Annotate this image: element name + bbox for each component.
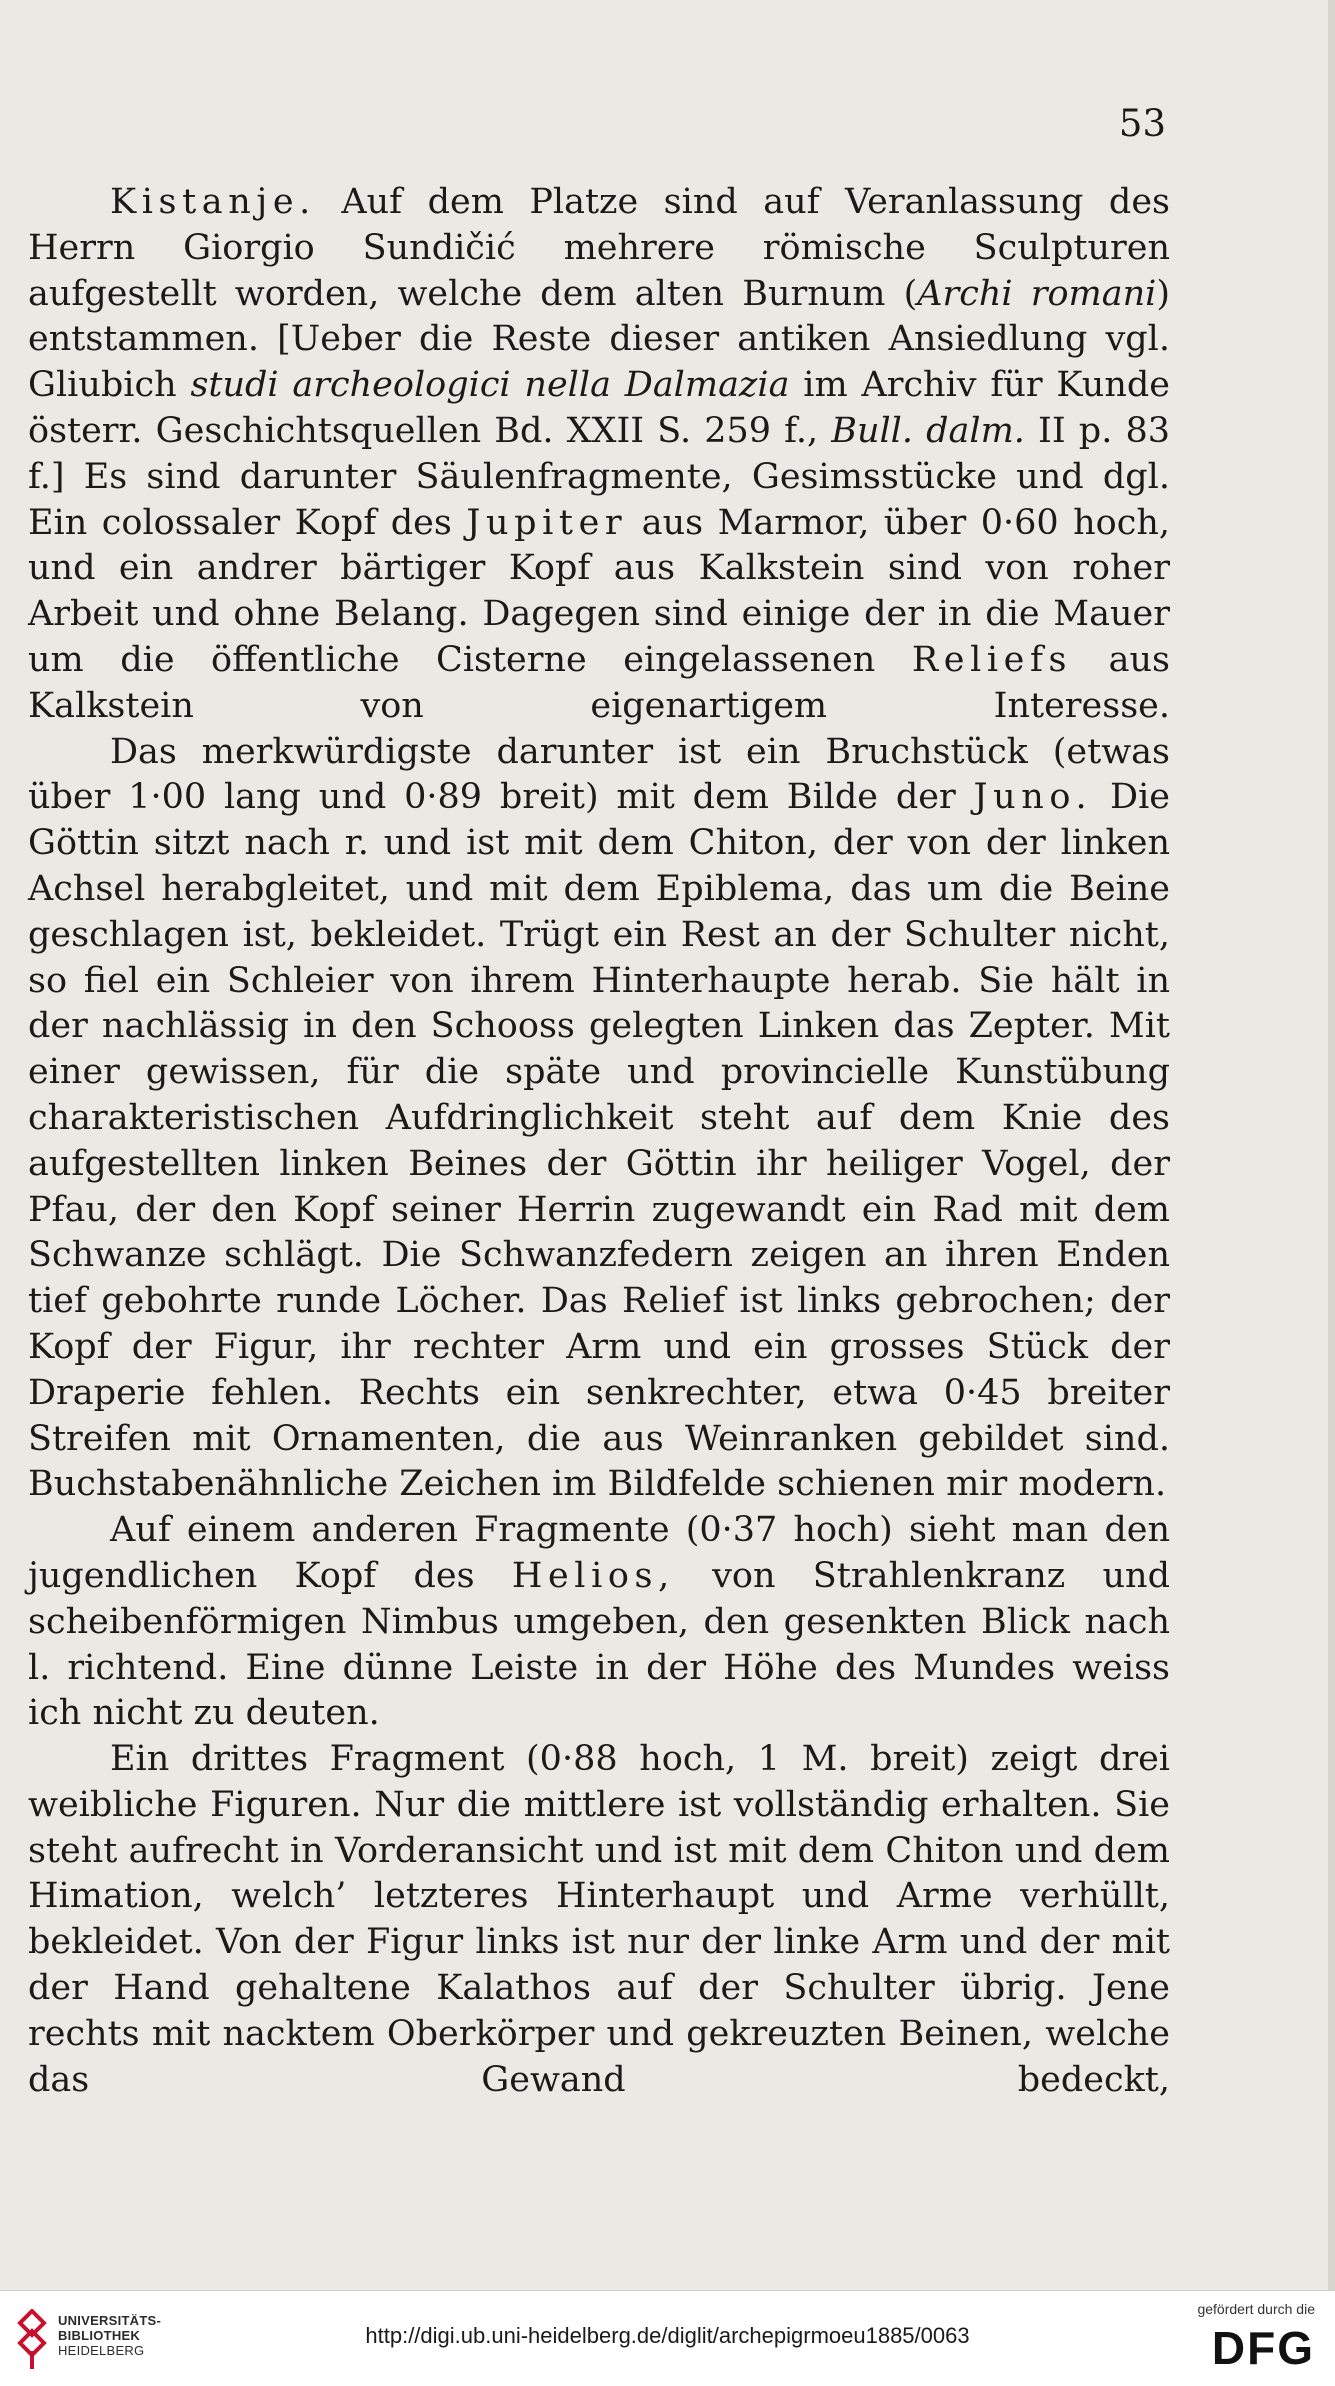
text-run: Auf einem anderen Fragmente (0·37 hoch) sieht man den jugendlichen Kopf des <box>28 1510 1170 1596</box>
text-run: studi archeologici nella Dalmazia <box>190 365 790 406</box>
paragraph-3 <box>28 1508 1170 1737</box>
text-run: aus Kalkstein von eigenartigem Interesse. <box>28 639 1170 726</box>
text-run: Ein drittes Fragment (0·88 hoch, 1 M. breit) zeigt drei weibliche Figuren. Nur die mittlere ist vollständig erhalten. Sie steht aufrecht in Vorderansicht und ist mit dem Chiton und dem Himation, welch’ letzteres Hinterhaupt und Arme verhüllt, bekleidet. Von der Figur links ist nur der linke Arm und der mit der Hand gehaltene Kalathos auf der Schulter übrig. Jene rechts mit nacktem Oberkörper und gekreuzten Beinen, welche das Gewand bedeckt, <box>28 1739 1170 2100</box>
paragraph-4 <box>28 1737 1170 2103</box>
text-run: von Strahlenkranz und scheibenförmigen Nimbus umgeben, den gesenkten Blick nach l. richtend. Eine dünne Leiste in der Höhe des Mundes weiss ich nicht zu deuten. <box>28 1555 1170 1734</box>
text-run: Kistanje. <box>110 182 316 222</box>
text-run: Juno. <box>973 777 1093 818</box>
viewer-footer <box>0 2290 1335 2386</box>
library-name-line-2: BIBLIOTHEK <box>58 2328 141 2343</box>
library-name-line-3: HEIDELBERG <box>58 2343 145 2358</box>
permalink-url[interactable]: http://digi.ub.uni-heidelberg.de/diglit/archepigrmoeu1885/0063 <box>365 2323 970 2348</box>
library-name-line-1: UNIVERSITÄTS- <box>58 2313 162 2328</box>
text-run: II p. 83 f.] Es sind darunter Säulenfragmente, Gesimsstücke und dgl. Ein colossaler Kopf des <box>28 410 1170 543</box>
text-run: Helios, <box>511 1555 675 1596</box>
text-run: Die Göttin sitzt nach r. und ist mit dem Chiton, der von der linken Achsel herabgleitet, und mit dem Epiblema, das um die Beine geschlagen ist, bekleidet. Trügt ein Rest an der Schulter nicht, so fiel ein Schleier von ihrem Hinterhaupte herab. Sie hält in der nachlässig in den Schooss gelegten Linken das Zepter. Mit einer gewissen, für die späte und provincielle Kunstübung charakteristischen Aufdringlichkeit steht auf dem Knie des aufgestellten linken Beines der Göttin ihr heiliger Vogel, der Pfau, der den Kopf seiner Herrin zugewandt ein Rad mit dem Schwanze schlägt. Die Schwanzfedern zeigen an ihren Enden tief gebohrte runde Löcher. Das Relief ist links gebrochen; der Kopf der Figur, ihr rechter Arm und ein grosses Stück der Draperie fehlen. Rechts ein senkrechter, etwa 0·45 breiter Streifen mit Ornamenten, die aus Weinranken gebildet sind. Buchstabenähnliche Zeichen im Bildfelde schienen mir modern. <box>28 777 1171 1505</box>
paragraph-1 <box>28 180 1170 730</box>
text-run: Auf dem Platze sind auf Veranlassung des Herrn Giorgio Sundičić mehrere römische Sculpturen aufgestellt worden, welche dem alten Burnum ( <box>28 182 1170 314</box>
text-run: Bull. dalm. <box>831 410 1025 451</box>
text-run: ) entstammen. [Ueber die Reste dieser antiken Ansiedlung vgl. Gliubich <box>28 273 1170 406</box>
paragraph-2 <box>28 730 1170 1509</box>
dfg-logo-icon[interactable]: DFG <box>1211 2322 1315 2374</box>
text-run: Jupiter <box>466 502 628 543</box>
page-edge-shadow <box>1328 0 1335 2290</box>
page-number: 53 <box>1118 102 1166 145</box>
body-text <box>28 180 1170 2103</box>
text-run: Archi romani <box>917 273 1157 314</box>
text-run: aus Marmor, über 0·60 hoch, und ein andrer bärtiger Kopf aus Kalkstein sind von roher Arbeit und ohne Belang. Dagegen sind einige der in die Mauer um die öffentliche Cisterne eingelassenen <box>28 502 1171 680</box>
funder-block <box>1185 2301 1315 2375</box>
text-run: Reliefs <box>911 639 1073 680</box>
funding-caption: gefördert durch die <box>1197 2301 1315 2317</box>
text-run: Das merkwürdigste darunter ist ein Bruchstück (etwas über 1·00 lang und 0·89 breit) mit dem Bilde der <box>28 731 1170 818</box>
text-run: im Archiv für Kunde österr. Geschichtsquellen Bd. XXII S. 259 f., <box>28 365 1170 451</box>
